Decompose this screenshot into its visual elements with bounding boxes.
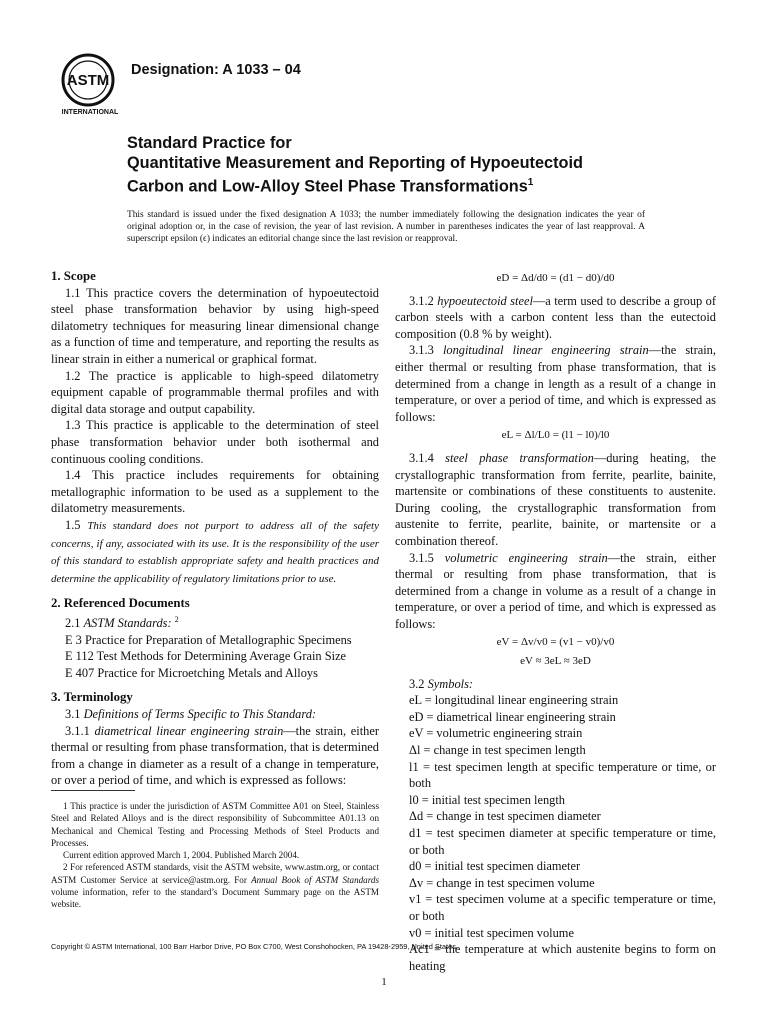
terminology-heading: 3. Terminology (51, 690, 133, 705)
symbol-item: l1 = test specimen length at specific temperature or time, or both (409, 759, 716, 791)
scope-1-3: 1.3 This practice is applicable to the determination of steel phase transformation behavior under both isothermal and continuous cooling conditions. (51, 418, 379, 466)
terminology-3-1-5: 3.1.5 volumetric engineering strain—the strain, either thermal or resulting from phase transformation, that is determined from a change in volume as a result of a change in temperature, or over a period of time, and which is expressed as follows: (395, 550, 716, 631)
symbol-item: Δl = change in test specimen length (409, 743, 586, 758)
footnote-1b: Current edition approved March 1, 2004. Published March 2004. (63, 850, 300, 861)
symbol-item: d0 = initial test specimen diameter (409, 859, 581, 874)
footnote-rule (51, 790, 135, 791)
logo-subtext: INTERNATIONAL (61, 109, 119, 116)
footnote-1: 1 This practice is under the jurisdiction of ASTM Committee A01 on Steel, Stainless Steel and Related Alloys and is the direct responsibility of Subcommittee A01.13 on Mechanical and Chemical Testing and Processing Methods of Steel Products and Processes. (51, 801, 379, 848)
equation-volumetric-approx: eV ≈ 3eL ≈ 3eD (520, 655, 591, 668)
ref-item: E 112 Test Methods for Determining Average Grain Size (65, 649, 347, 664)
symbol-item: v0 = initial test specimen volume (409, 925, 574, 940)
symbol-item: eL = longitudinal linear engineering strain (409, 693, 619, 708)
terminology-3-1-4: 3.1.4 steel phase transformation—during heating, the crystallographic transformation from ferrite, pearlite, bainite, martensite or combinations of these constituents to austenite. During cooling, the crystallographic transformation from austenite to ferrite, pearlite, bainite, or martensite or a combination thereof. (395, 450, 716, 548)
scope-1-5-caution: This standard does not purport to address all of the safety concerns, if any, associated with its use. It is the responsibility of the user of this standard to establish appropriate safety and health practices and determine the applicability of regulatory limitations prior to use. (51, 519, 379, 585)
right-column (395, 268, 716, 974)
scope-heading: 1. Scope (51, 269, 96, 283)
ref-item: E 407 Practice for Microetching Metals and Alloys (65, 665, 318, 680)
title-footnote-mark: 1 (527, 177, 534, 188)
refs-2-1: 2.1 ASTM Standards: $^2$ (65, 614, 179, 630)
ref-item: E 3 Practice for Preparation of Metallographic Specimens (65, 632, 352, 647)
symbol-item: l0 = initial test specimen length (409, 792, 565, 807)
logo-text: ASTM (66, 72, 110, 89)
astm-logo-icon (58, 52, 122, 116)
designation: Designation: A 1033 – 04 (131, 62, 301, 78)
symbol-item: d1 = test specimen diameter at specific temperature or time, or both (409, 826, 716, 857)
refs-sub-label: ASTM Standards: (83, 616, 172, 630)
symbol-item: v1 = test specimen volume at a specific temperature or time, or both (409, 892, 716, 923)
left-column (51, 268, 379, 789)
symbols-3-2: 3.2 Symbols: (409, 676, 474, 691)
terminology-3-1-2: 3.1.2 hypoeutectoid steel—a term used to describe a group of carbon steels with a carbon content less than the eutectoid composition (0.8 % by weight). (395, 293, 716, 341)
title-line-1: Standard Practice for (127, 134, 292, 152)
footnote-2: 2 For referenced ASTM standards, visit the ASTM website, www.astm.org, or contact ASTM Customer Service at service@astm.org. For Annual Book of ASTM Standards volume information, refer to the standard’s Document Summary page on the ASTM website. (51, 862, 379, 910)
symbol-item: Δv = change in test specimen volume (409, 875, 595, 890)
symbol-item: Ac1 = the temperature at which austenite begins to form on heating (409, 942, 716, 973)
scope-1-5-num: 1.5 (65, 517, 81, 532)
symbol-item: eD = diametrical linear engineering strain (409, 709, 616, 724)
symbol-item: Δd = change in test specimen diameter (409, 809, 601, 824)
footnotes (51, 800, 379, 911)
page-number: 1 (381, 976, 387, 988)
scope-1-4: 1.4 This practice includes requirements for obtaining metallographic information to be used as a supplement to the dilatometry measurements. (51, 468, 379, 516)
equation-volumetric: eV = Δv/v0 = (v1 − v0)/v0 (496, 636, 615, 649)
terminology-def-label: Definitions of Terms Specific to This Standard: (83, 706, 317, 721)
title-line-3: Carbon and Low-Alloy Steel Phase Transformations (127, 177, 528, 196)
symbol-item: eV = volumetric engineering strain (409, 726, 583, 741)
terminology-3-1: 3.1 Definitions of Terms Specific to This Standard: (65, 706, 317, 721)
document-title (127, 134, 687, 197)
scope-1-2: 1.2 The practice is applicable to high-speed dilatometry equipment capable of programmable thermal profiles and with digital data storage and output capability. (51, 368, 379, 416)
equation-diametrical: eD = Δd/d0 = (d1 − d0)/d0 (496, 272, 615, 284)
copyright-line: Copyright © ASTM International, 100 Barr Harbor Drive, PO Box C700, West Conshohocken, PA 19428-2959, United States. (51, 942, 458, 951)
equation-longitudinal: eL = Δl/L0 = (l1 − l0)/l0 (501, 429, 610, 442)
title-line-2: Quantitative Measurement and Reporting of Hypoeutectoid (127, 153, 583, 172)
terminology-3-1-3: 3.1.3 longitudinal linear engineering strain—the strain, either thermal or resulting from phase transformation, that is determined from a change in length as a result of a change in temperature, or over a period of time, and which is expressed as follows: (395, 343, 716, 424)
scope-1-5 (51, 517, 379, 587)
scope-1-1: 1.1 This practice covers the determination of hypoeutectoid steel phase transformation behavior by using high-speed dilatometry techniques for measuring linear dimensional change as a function of time and temperature, and reporting the results as linear strain in either a numerical or graphical format. (51, 285, 379, 366)
refs-footnote-mark: 2 (174, 614, 179, 624)
refs-heading: 2. Referenced Documents (51, 596, 190, 611)
intro-paragraph: This standard is issued under the fixed designation A 1033; the number immediately following the designation indicates the year of original adoption or, in the case of revision, the year of last revision. A number in parentheses indicates the year of last reapproval. A superscript epsilon (ϵ) indicates an editorial change since the last revision or reapproval. (127, 210, 645, 245)
terminology-3-1-1: 3.1.1 diametrical linear engineering strain—the strain, either thermal or resulting from phase transformation, that is determined from a change in diameter as a result of a change in temperature, or over a period of time, and which is expressed as follows: (51, 723, 379, 788)
